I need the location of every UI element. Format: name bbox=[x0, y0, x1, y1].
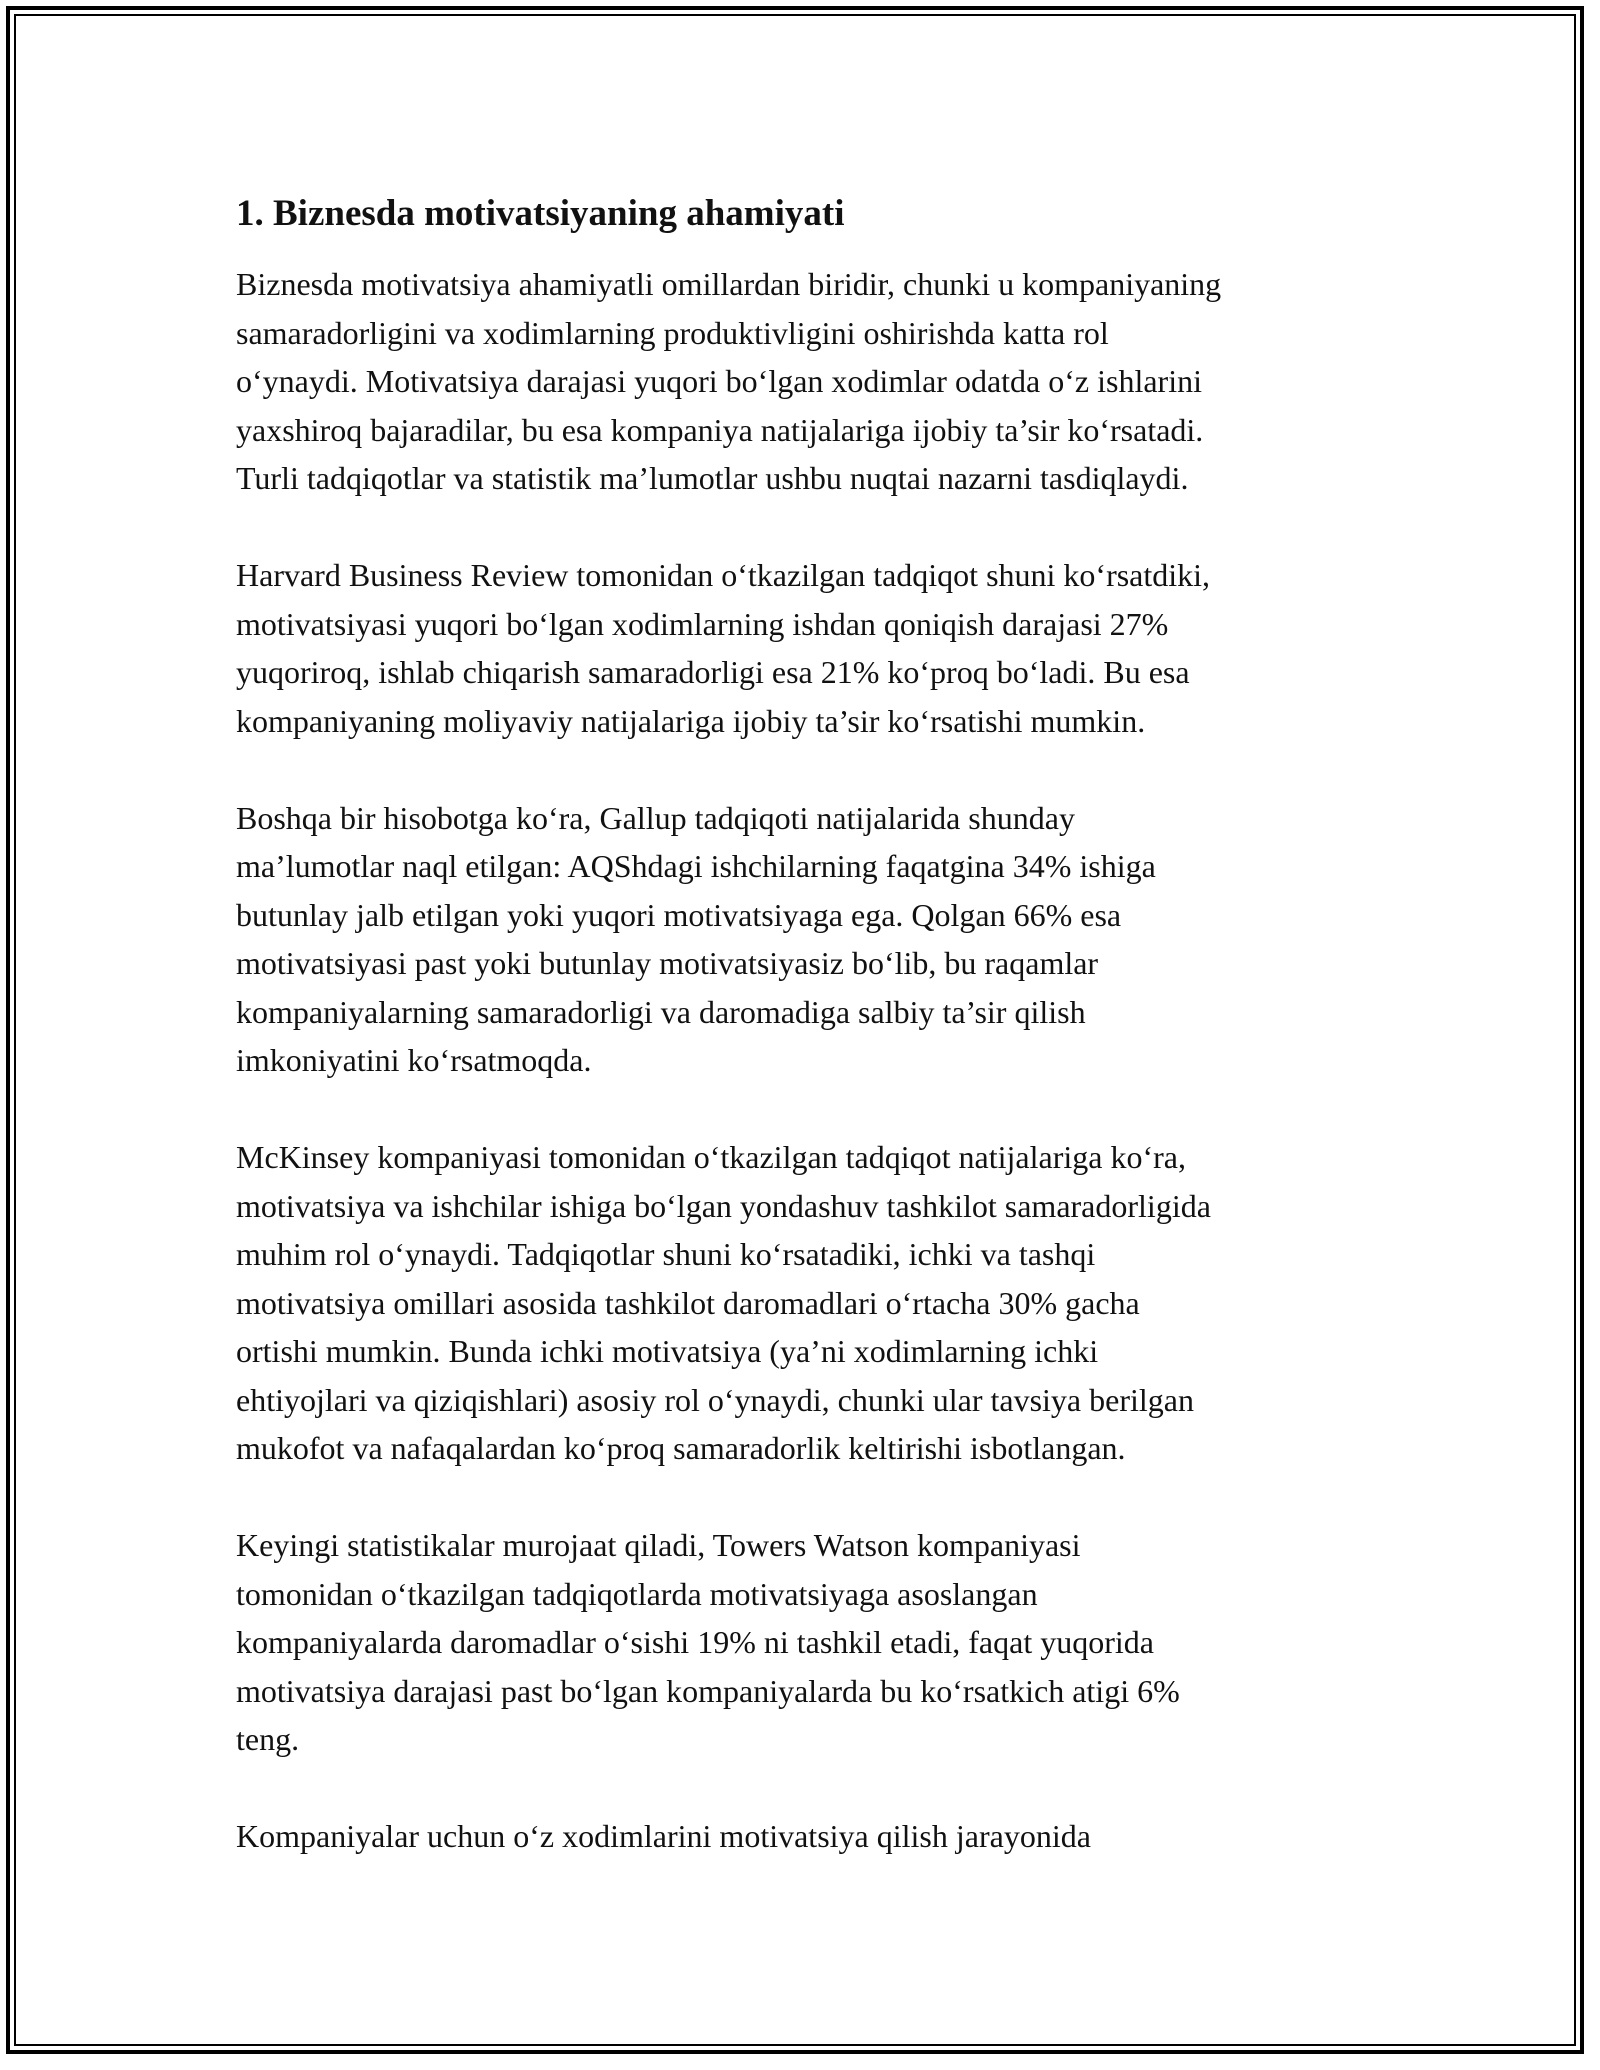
text-line: motivatsiyasi past yoki butunlay motivatsiyasiz bo‘lib, bu raqamlar bbox=[236, 945, 1099, 981]
text-line: kompaniyalarning samaradorligi va daromadiga salbiy ta’sir qilish bbox=[236, 993, 1086, 1030]
text-line: butunlay jalb etilgan yoki yuqori motivatsiyaga ega. Qolgan 66% esa bbox=[236, 896, 1122, 933]
text-line: kompaniyalarda daromadlar o‘sishi 19% ni tashkil etadi, faqat yuqorida bbox=[236, 1624, 1154, 1660]
paragraph-5 bbox=[236, 1521, 1386, 1764]
text-line: yuqoriroq, ishlab chiqarish samaradorligi esa 21% ko‘proq bo‘ladi. Bu esa bbox=[236, 654, 1190, 690]
paragraph-container bbox=[236, 260, 1386, 1861]
text-line: McKinsey kompaniyasi tomonidan o‘tkazilgan tadqiqot natijalariga ko‘ra, bbox=[236, 1139, 1186, 1175]
text-line: Keyingi statistikalar murojaat qiladi, Towers Watson kompaniyasi bbox=[236, 1527, 1081, 1563]
text-line: mukofot va nafaqalardan ko‘proq samaradorlik keltirishi isbotlangan. bbox=[236, 1430, 1126, 1466]
text-line: muhim rol o‘ynaydi. Tadqiqotlar shuni ko‘rsatadiki, ichki va tashqi bbox=[236, 1236, 1096, 1272]
text-line: Turli tadqiqotlar va statistik ma’lumotlar ushbu nuqtai nazarni tasdiqlaydi. bbox=[236, 460, 1189, 496]
text-line: tomonidan o‘tkazilgan tadqiqotlarda motivatsiyaga asoslangan bbox=[236, 1575, 1038, 1612]
paragraph-3 bbox=[236, 794, 1386, 1085]
text-line: motivatsiya omillari asosida tashkilot daromadlari o‘rtacha 30% gacha bbox=[236, 1284, 1140, 1321]
text-line: Harvard Business Review tomonidan o‘tkazilgan tadqiqot shuni ko‘rsatdiki, bbox=[236, 557, 1211, 593]
text-line: ehtiyojlari va qiziqishlari) asosiy rol o‘ynaydi, chunki ular tavsiya berilgan bbox=[236, 1381, 1194, 1418]
text-line: teng. bbox=[236, 1721, 300, 1757]
paragraph-6 bbox=[236, 1812, 1386, 1861]
paragraph-2 bbox=[236, 551, 1386, 745]
text-line: motivatsiyasi yuqori bo‘lgan xodimlarning ishdan qoniqish darajasi 27% bbox=[236, 605, 1169, 642]
paragraph-4 bbox=[236, 1133, 1386, 1473]
text-line: ortishi mumkin. Bunda ichki motivatsiya (ya’ni xodimlarning ichki bbox=[236, 1333, 1099, 1369]
text-line: Biznesda motivatsiya ahamiyatli omillardan biridir, chunki u kompaniyaning bbox=[236, 266, 1222, 302]
text-line: yaxshiroq bajaradilar, bu esa kompaniya natijalariga ijobiy ta’sir ko‘rsatadi. bbox=[236, 411, 1204, 448]
text-line: imkoniyatini ko‘rsatmoqda. bbox=[236, 1042, 592, 1078]
text-line: motivatsiya va ishchilar ishiga bo‘lgan yondashuv tashkilot samaradorligida bbox=[236, 1187, 1211, 1224]
text-line: o‘ynaydi. Motivatsiya darajasi yuqori bo‘lgan xodimlar odatda o‘z ishlarini bbox=[236, 363, 1202, 399]
text-line: motivatsiya darajasi past bo‘lgan kompaniyalarda bu ko‘rsatkich atigi 6% bbox=[236, 1672, 1180, 1709]
text-line: samaradorligini va xodimlarning produktivligini oshirishda katta rol bbox=[236, 314, 1109, 351]
text-line: ma’lumotlar naql etilgan: AQShdagi ishchilarning faqatgina 34% ishiga bbox=[236, 848, 1156, 884]
document-body bbox=[236, 186, 1386, 1909]
section-heading: 1. Biznesda motivatsiyaning ahamiyati bbox=[236, 193, 845, 234]
text-line: kompaniyaning moliyaviy natijalariga ijobiy ta’sir ko‘rsatishi mumkin. bbox=[236, 702, 1146, 739]
paragraph-1 bbox=[236, 260, 1386, 503]
text-line: Kompaniyalar uchun o‘z xodimlarini motivatsiya qilish jarayonida bbox=[236, 1818, 1091, 1854]
text-line: Boshqa bir hisobotga ko‘ra, Gallup tadqiqoti natijalarida shunday bbox=[236, 799, 1075, 836]
